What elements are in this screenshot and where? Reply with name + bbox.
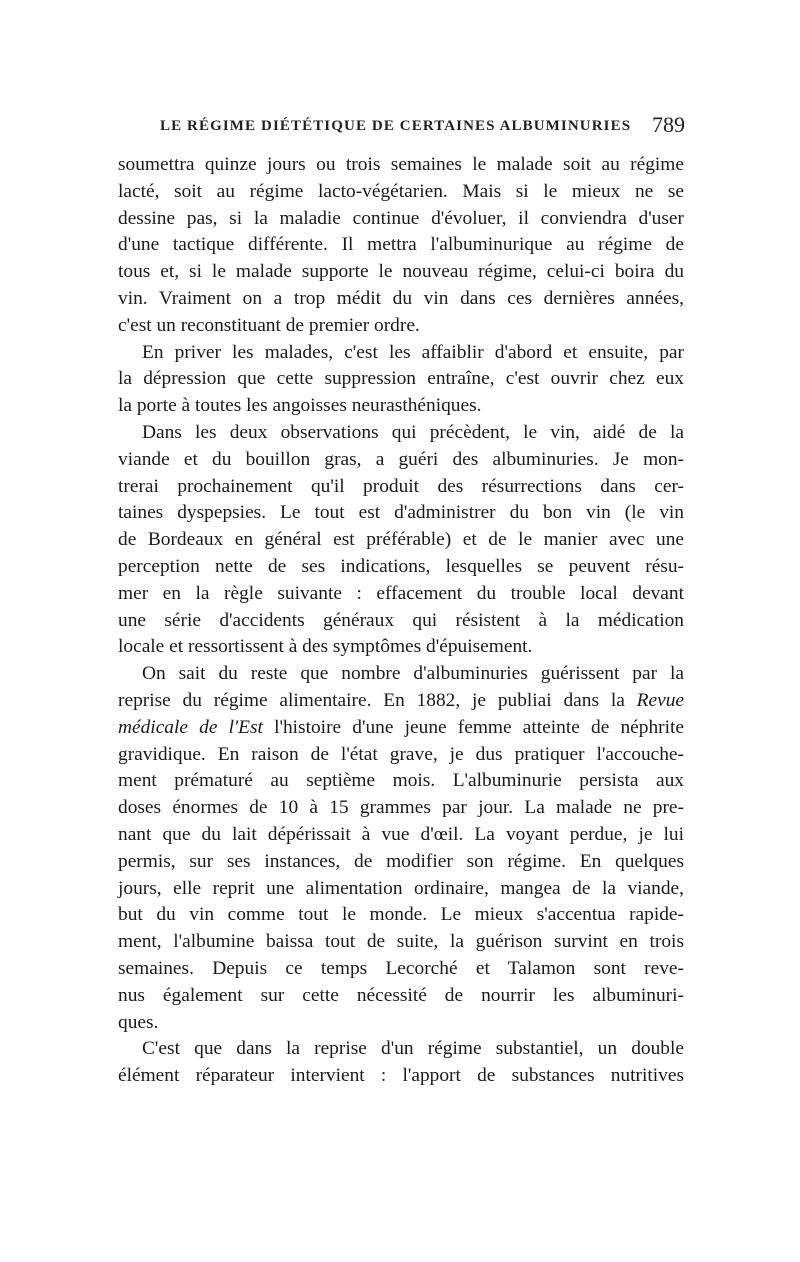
running-head [160,112,685,142]
text-line: de Bordeaux en général est préférable) et de le manier avec une [118,529,684,551]
text-line: viande et du bouillon gras, a guéri des albuminuries. Je mon- [118,448,684,470]
text-line: gravidique. En raison de l'état grave, je dus pratiquer l'accouche- [118,743,684,765]
page-number: 789 [652,112,685,137]
text-line: vin. Vraiment on a trop médit du vin dans ces dernières années, [118,287,684,309]
text-line: c'est un reconstituant de premier ordre. [118,314,420,336]
text-line: perception nette de ses indications, lesquelles se peuvent résu- [118,555,684,577]
body-text [118,152,684,1090]
text-line: dessine pas, si la maladie continue d'évoluer, il conviendra d'user [118,207,684,229]
text-line: ques. [118,1011,159,1033]
journal-title: médicale de l'Est [118,716,263,738]
text-line: élément réparateur intervient : l'apport de substances nutritives [118,1065,684,1087]
text-line: On sait du reste que nombre d'albuminuries guérissent par la [142,663,684,685]
journal-title: Revue [636,689,684,711]
text-segment: l'histoire d'une jeune femme atteinte de néphrite [274,716,684,738]
text-line: locale et ressortissent à des symptômes d'épuisement. [118,636,533,658]
text-line: mer en la règle suivante : effacement du trouble local devant [118,582,684,604]
text-line: d'une tactique différente. Il mettra l'albuminurique au régime de [118,234,684,256]
text-line: une série d'accidents généraux qui résistent à la médication [118,609,684,631]
text-line: lacté, soit au régime lacto-végétarien. Mais si le mieux ne se [118,180,684,202]
text-line: nus également sur cette nécessité de nourrir les albuminuri- [118,984,684,1006]
running-title: LE RÉGIME DIÉTÉTIQUE DE CERTAINES ALBUMINURIES [160,118,632,134]
text-line: En priver les malades, c'est les affaiblir d'abord et ensuite, par [142,341,684,363]
text-line: C'est que dans la reprise d'un régime substantiel, un double [142,1038,684,1060]
text-line: Dans les deux observations qui précèdent, le vin, aidé de la [142,421,684,443]
text-line: ment prématuré au septième mois. L'albuminurie persista aux [118,770,684,792]
text-line: ment, l'albumine baissa tout de suite, la guérison survint en trois [118,931,684,953]
text-line: jours, elle reprit une alimentation ordinaire, mangea de la viande, [118,877,684,899]
text-line: tous et, si le malade supporte le nouveau régime, celui-ci boira du [118,261,684,283]
text-line: but du vin comme tout le monde. Le mieux s'accentua rapide- [118,904,684,926]
text-line: permis, sur ses instances, de modifier son régime. En quelques [118,850,684,872]
text-line: nant que du lait dépérissait à vue d'œil. La voyant perdue, je lui [118,823,684,845]
text-line: trerai prochainement qu'il produit des résurrections dans cer- [118,475,684,497]
text-line: taines dyspepsies. Le tout est d'administrer du bon vin (le vin [118,502,684,524]
text-line: soumettra quinze jours ou trois semaines le malade soit au régime [118,154,684,175]
text-line: semaines. Depuis ce temps Lecorché et Talamon sont reve- [118,957,684,979]
text-line: doses énormes de 10 à 15 grammes par jour. La malade ne pre- [118,797,684,819]
text-line [118,715,684,742]
text-segment: reprise du régime alimentaire. En 1882, je publiai dans la [118,689,625,711]
text-line [118,688,684,715]
text-line: la dépression que cette suppression entraîne, c'est ouvrir chez eux [118,368,684,390]
text-line: la porte à toutes les angoisses neurasthéniques. [118,395,482,417]
